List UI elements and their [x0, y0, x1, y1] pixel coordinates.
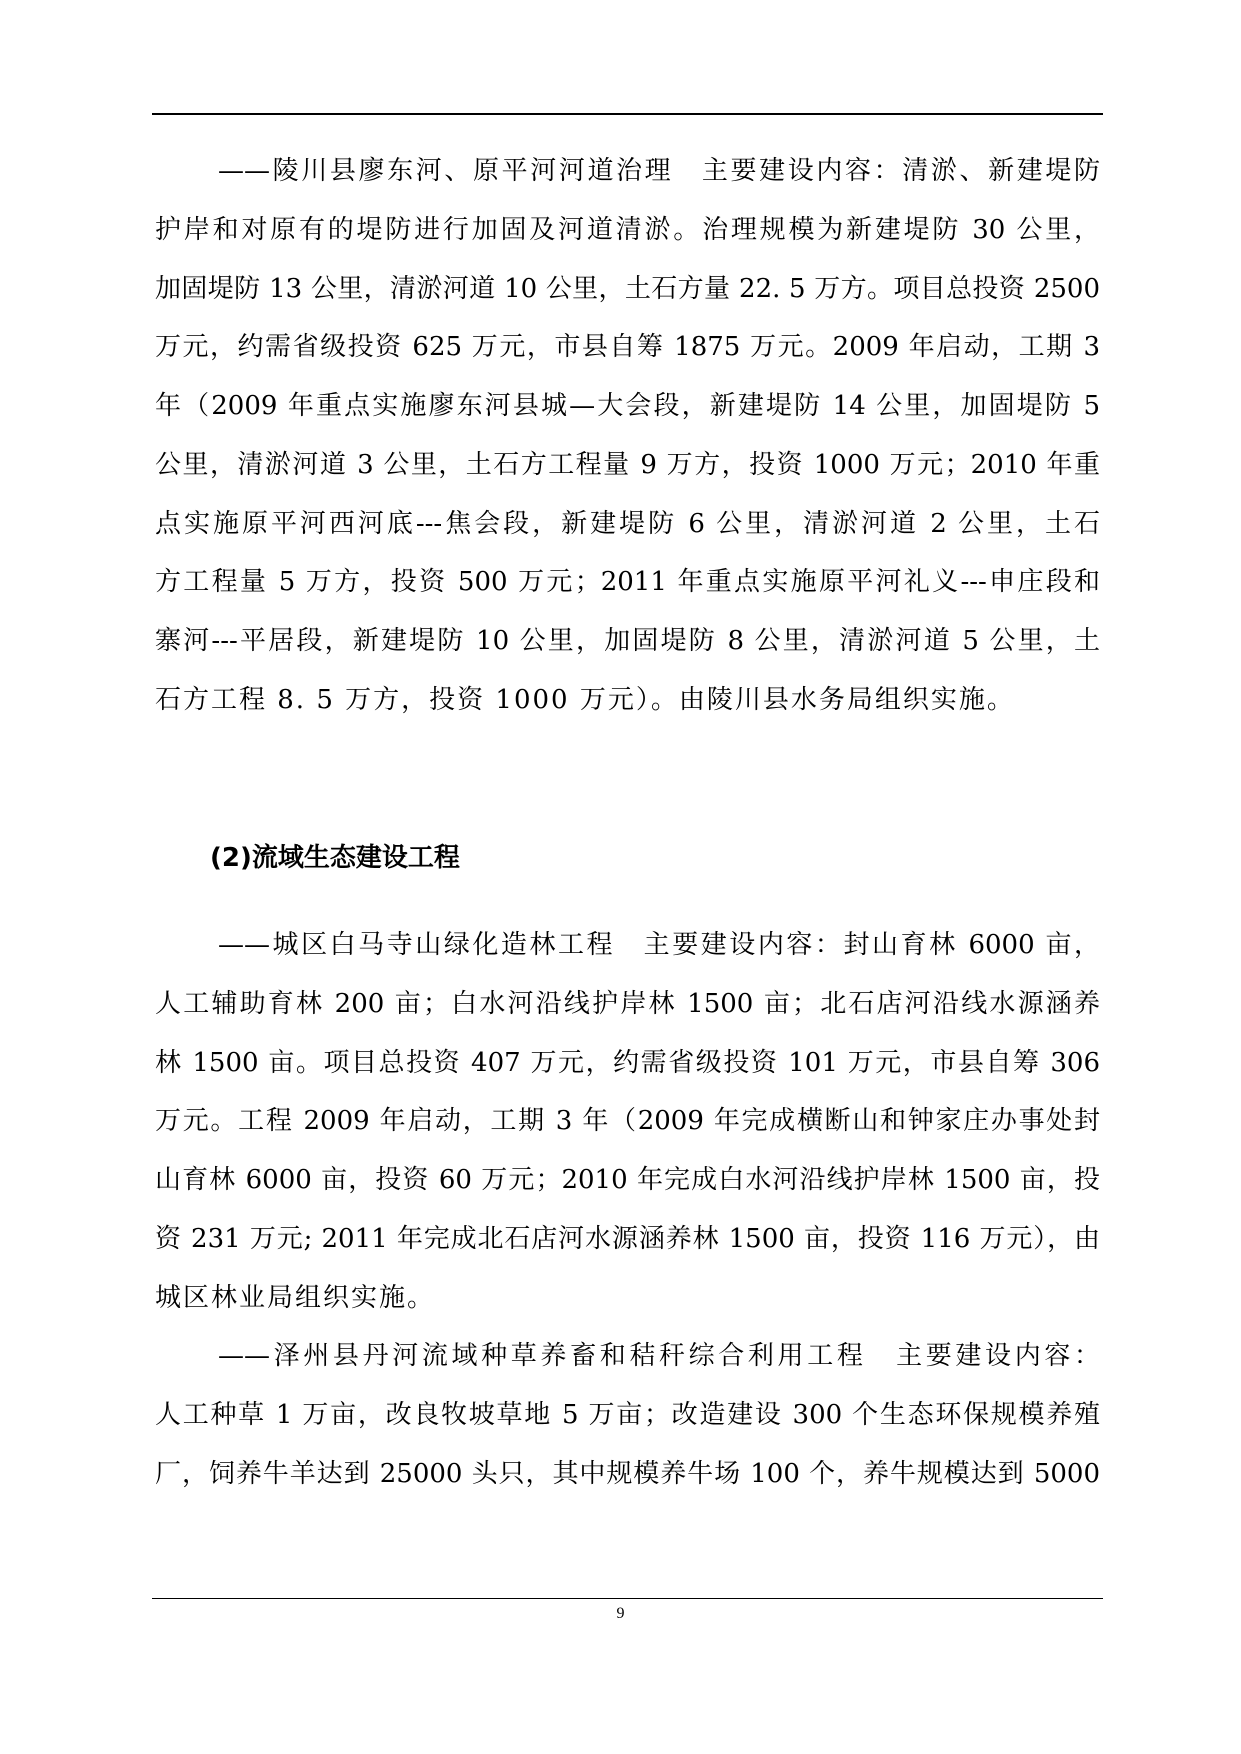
section-heading: (2)流域生态建设工程	[210, 843, 460, 873]
paragraph-line: ——泽州县丹河流域种草养畜和秸秆综合利用工程 主要建设内容：	[218, 1341, 1100, 1371]
paragraph-line: 寨河---平居段，新建堤防 10 公里，加固堤防 8 公里，清淤河道 5 公里，土	[155, 626, 1100, 656]
paragraph-line: 林 1500 亩。项目总投资 407 万元，约需省级投资 101 万元，市县自筹 306	[155, 1048, 1100, 1078]
paragraph-line: 厂，饲养牛羊达到 25000 头只，其中规模养牛场 100 个，养牛规模达到 5000	[155, 1459, 1100, 1489]
paragraph-line: 人工辅助育林 200 亩；白水河沿线护岸林 1500 亩；北石店河沿线水源涵养	[155, 989, 1100, 1019]
paragraph-line: 石方工程 8. 5 万方，投资 1000 万元）。由陵川县水务局组织实施。	[155, 685, 1015, 715]
paragraph-line: 资 231 万元; 2011 年完成北石店河水源涵养林 1500 亩，投资 116 万元），由	[155, 1224, 1100, 1254]
paragraph-line: 护岸和对原有的堤防进行加固及河道清淤。治理规模为新建堤防 30 公里，	[155, 215, 1100, 245]
paragraph-line: 加固堤防 13 公里，清淤河道 10 公里，土石方量 22. 5 万方。项目总投资 2500	[155, 274, 1100, 304]
paragraph-line: 山育林 6000 亩，投资 60 万元；2010 年完成白水河沿线护岸林 1500 亩，投	[155, 1165, 1100, 1195]
paragraph-line: 万元，约需省级投资 625 万元，市县自筹 1875 万元。2009 年启动，工期 3	[155, 332, 1100, 362]
header-rule	[152, 113, 1103, 115]
paragraph-line: 公里，清淤河道 3 公里，土石方工程量 9 万方，投资 1000 万元；2010 年重	[155, 450, 1100, 480]
paragraph-line: ——陵川县廖东河、原平河河道治理 主要建设内容：清淤、新建堤防	[218, 156, 1100, 186]
paragraph-line: 年（2009 年重点实施廖东河县城—大会段，新建堤防 14 公里，加固堤防 5	[155, 391, 1100, 421]
paragraph-line: 点实施原平河西河底---焦会段，新建堤防 6 公里，清淤河道 2 公里，土石	[155, 509, 1100, 539]
footer-rule	[152, 1598, 1103, 1599]
paragraph-line: 万元。工程 2009 年启动，工期 3 年（2009 年完成横断山和钟家庄办事处封	[155, 1106, 1100, 1136]
paragraph-line: 方工程量 5 万方，投资 500 万元；2011 年重点实施原平河礼义---申庄段和	[155, 567, 1100, 597]
paragraph-line: ——城区白马寺山绿化造林工程 主要建设内容：封山育林 6000 亩，	[218, 930, 1100, 960]
paragraph-line: 人工种草 1 万亩，改良牧坡草地 5 万亩；改造建设 300 个生态环保规模养殖	[155, 1400, 1100, 1430]
paragraph-line: 城区林业局组织实施。	[155, 1283, 436, 1313]
page-number: 9	[616, 1605, 625, 1622]
